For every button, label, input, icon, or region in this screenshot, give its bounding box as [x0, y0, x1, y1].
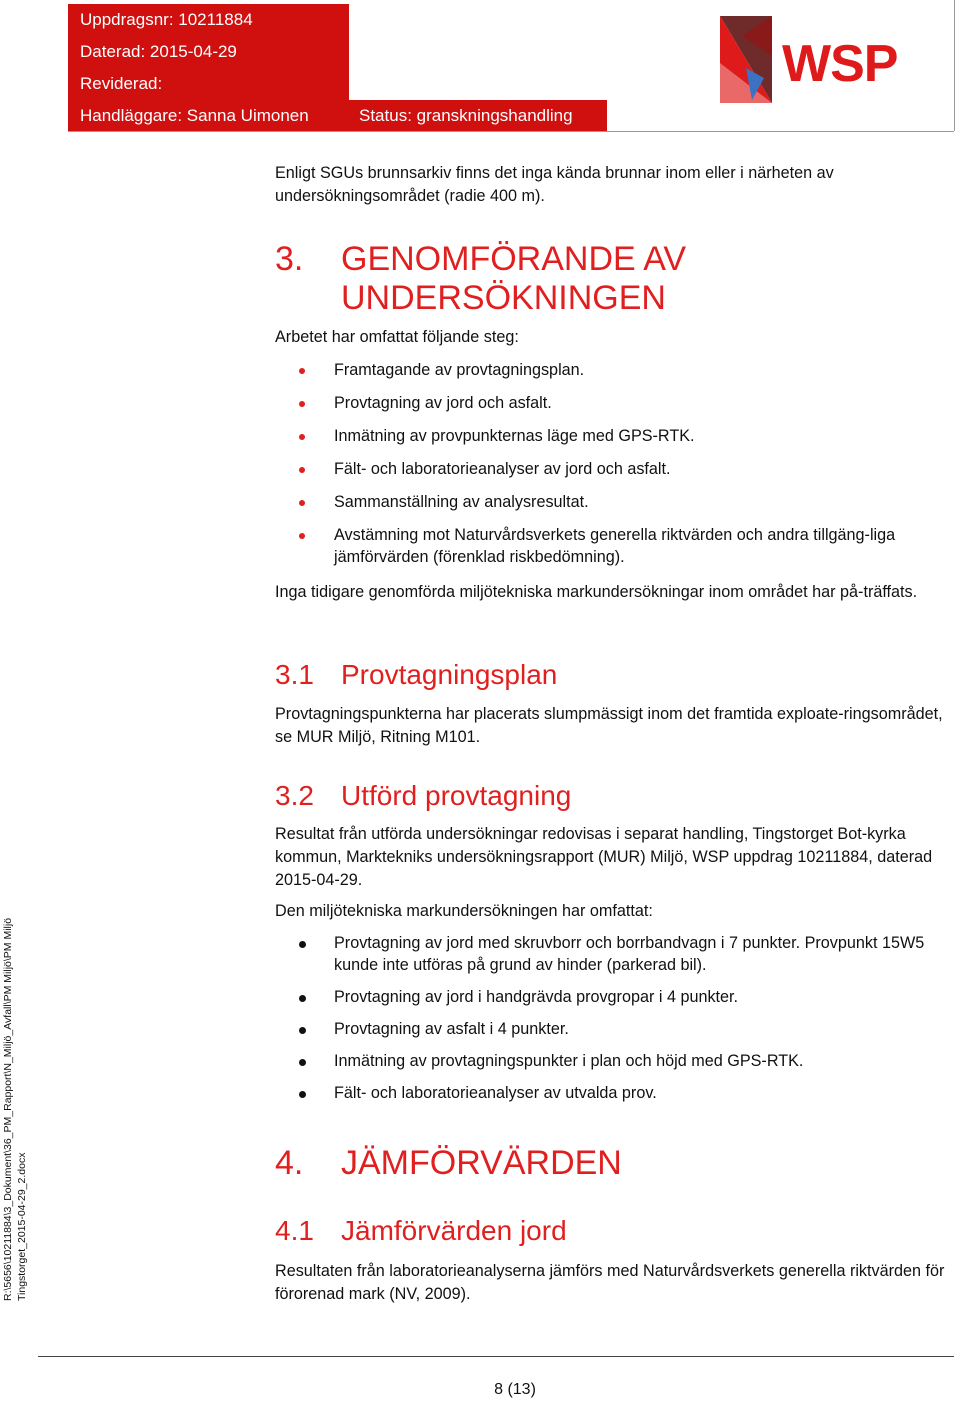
list-item-text: Framtagande av provtagningsplan. [334, 361, 585, 379]
list-item-text: Provtagning av jord och asfalt. [334, 394, 552, 412]
dated: Daterad: 2015-04-29 [80, 42, 237, 61]
header-rule [68, 131, 954, 132]
section-3-2-title: Utförd provtagning [341, 780, 572, 811]
list-item [275, 359, 960, 381]
section-4-number: 4. [275, 1144, 304, 1182]
page-number: 8 (13) [494, 1381, 536, 1398]
status: Status: granskningshandling [359, 106, 573, 125]
list-item-text: Provtagning av asfalt i 4 punkter. [334, 1020, 569, 1038]
list-item [275, 1082, 960, 1104]
section-3-1-text: Provtagningspunkterna har placerats slumpmässigt inom det framtida exploate-ringsområdet, se MUR Miljö, Ritning M101. [275, 705, 943, 746]
section-3-title-line1: GENOMFÖRANDE AV [341, 240, 687, 278]
list-item-text: Inmätning av provtagningspunkter i plan och höjd med GPS-RTK. [334, 1052, 804, 1070]
section-4-1-heading [275, 1215, 567, 1247]
section-3-number: 3. [275, 240, 304, 278]
logo-wordmark: WSP [782, 35, 898, 93]
footer-rule [38, 1356, 954, 1357]
project-number: Uppdragsnr: 10211884 [80, 10, 253, 29]
section-3-2-text: Resultat från utförda undersökningar redovisas i separat handling, Tingstorget Bot-kyrka kommun, Marktekniks undersökningsrapport (MUR) Miljö, WSP uppdrag 10211884, daterad 2015-04-29. [275, 825, 933, 889]
section-3-2-heading [275, 780, 571, 812]
list-item [275, 392, 960, 414]
bullet-icon [299, 941, 306, 948]
section-3-2-lead: Den miljötekniska markundersökningen har omfattat: [275, 902, 653, 920]
list-item-text: Sammanställning av analysresultat. [334, 493, 589, 511]
bullet-icon [299, 500, 305, 506]
list-item [275, 932, 960, 976]
section-3-note: Inga tidigare genomförda miljötekniska markundersökningar inom området har på-träffats. [275, 583, 918, 601]
list-item [275, 458, 960, 480]
section-3-heading [275, 239, 686, 279]
list-item-text: Avstämning mot Naturvårdsverkets generella riktvärden och andra tillgäng-liga jämförvärden (förenklad riskbedömning). [334, 526, 896, 566]
file-path-sidebar [2, 896, 34, 1306]
list-item [275, 1050, 960, 1072]
list-item-text: Provtagning av jord med skruvborr och borrbandvagn i 7 punkter. Provpunkt 15W5 kunde inte utföras på grund av hinder (parkerad bil). [334, 934, 925, 974]
intro-paragraph: Enligt SGUs brunnsarkiv finns det inga kända brunnar inom eller i närheten av undersökningsområdet (radie 400 m). [275, 164, 834, 205]
list-item-text: Fält- och laboratorieanalyser av utvalda prov. [334, 1084, 657, 1102]
section-4-heading [275, 1143, 622, 1183]
file-path-line1: R:\5656\10211884\3_Dokument\36_PM_Rapport\N_Miljö_Avfall\PM Miljö\PM Miljö [2, 917, 14, 1301]
section-3-title-line2: UNDERSÖKNINGEN [341, 279, 666, 317]
list-item [275, 491, 960, 513]
list-item [275, 425, 960, 447]
bullet-icon [299, 467, 305, 473]
file-path-line2: Tingstorget_2015-04-29_2.docx [16, 1152, 28, 1301]
section-3-1-heading [275, 659, 557, 691]
bullet-icon [299, 434, 305, 440]
bullet-icon [299, 401, 305, 407]
list-item [275, 1018, 960, 1040]
bullet-icon [299, 1027, 306, 1034]
bullet-icon [299, 533, 305, 539]
bullet-icon [299, 368, 305, 374]
section-3-steps-list [275, 359, 960, 568]
section-3-1-number: 3.1 [275, 659, 314, 690]
section-3-1-title: Provtagningsplan [341, 659, 558, 690]
list-item [275, 524, 960, 568]
list-item-text: Fält- och laboratorieanalyser av jord och asfalt. [334, 460, 671, 478]
revised: Reviderad: [80, 74, 163, 93]
section-4-title: JÄMFÖRVÄRDEN [341, 1144, 622, 1182]
list-item-text: Inmätning av provpunkternas läge med GPS-RTK. [334, 427, 695, 445]
bullet-icon [299, 1091, 306, 1098]
bullet-icon [299, 995, 306, 1002]
list-item-text: Provtagning av jord i handgrävda provgropar i 4 punkter. [334, 988, 739, 1006]
header-right-border [954, 0, 955, 131]
list-item [275, 986, 960, 1008]
section-4-1-number: 4.1 [275, 1215, 314, 1246]
section-3-lead: Arbetet har omfattat följande steg: [275, 328, 519, 346]
bullet-icon [299, 1059, 306, 1066]
section-4-1-title: Jämförvärden jord [341, 1215, 567, 1246]
section-3-2-number: 3.2 [275, 780, 314, 811]
handler: Handläggare: Sanna Uimonen [80, 106, 309, 125]
section-3-2-items-list [275, 932, 960, 1104]
section-4-1-text: Resultaten från laboratorieanalyserna jämförs med Naturvårdsverkets generella riktvärden för förorenad mark (NV, 2009). [275, 1262, 945, 1303]
